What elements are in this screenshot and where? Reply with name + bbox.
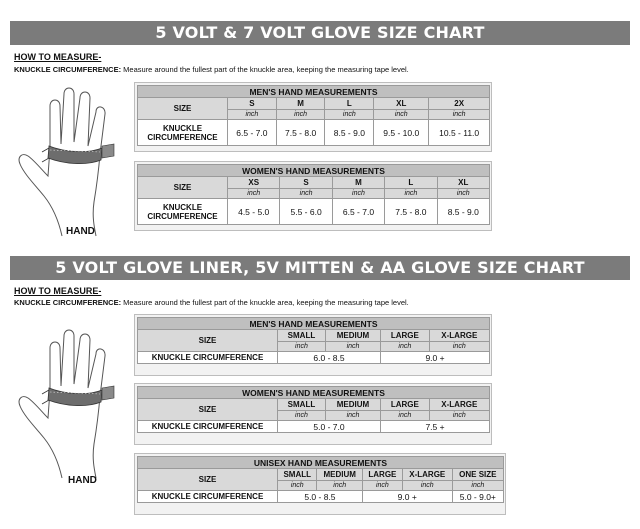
measurement-cell: 5.5 - 6.0: [280, 199, 332, 225]
instructions-text: Measure around the fullest part of the knuckle area, keeping the measuring tape level.: [121, 65, 409, 74]
unit-label: inch: [429, 411, 489, 421]
row-label: [138, 199, 228, 225]
unit-label: inch: [228, 110, 277, 120]
size-header: X-LARGE: [429, 330, 489, 342]
unit-label: inch: [362, 481, 402, 491]
unisex-table-title: UNISEX HAND MEASUREMENTS: [138, 457, 504, 469]
measurement-cell: 4.5 - 5.0: [228, 199, 280, 225]
size-header: SMALL: [278, 469, 317, 481]
size-header: MEDIUM: [325, 330, 380, 342]
women-table-title: WOMEN'S HAND MEASUREMENTS: [138, 165, 490, 177]
size-header: XS: [228, 177, 280, 189]
unit-label: inch: [278, 342, 326, 352]
section1-women-table: [137, 164, 490, 225]
section1-banner: 5 VOLT & 7 VOLT GLOVE SIZE CHART: [10, 21, 630, 45]
size-header: S: [280, 177, 332, 189]
measurement-cell: 9.0 +: [362, 491, 452, 503]
measurement-cell: 5.0 - 9.0+: [452, 491, 503, 503]
section2-instructions: [14, 298, 409, 307]
unit-label: inch: [385, 189, 437, 199]
unit-label: inch: [429, 110, 490, 120]
measurement-cell: 9.0 +: [381, 352, 490, 364]
row-label: KNUCKLE CIRCUMFERENCE: [138, 421, 278, 433]
unit-label: inch: [278, 411, 326, 421]
section1-instructions: [14, 65, 409, 74]
unit-label: inch: [325, 110, 374, 120]
size-header: XL: [374, 98, 429, 110]
measurement-cell: 5.0 - 8.5: [278, 491, 363, 503]
measurement-cell: 6.0 - 8.5: [278, 352, 381, 364]
measurement-cell: 6.5 - 7.0: [228, 120, 277, 146]
size-header: LARGE: [381, 399, 430, 411]
unit-label: inch: [437, 189, 489, 199]
row-label-line: KNUCKLE: [162, 202, 203, 212]
measurement-cell: 7.5 - 8.0: [276, 120, 325, 146]
size-label: SIZE: [138, 469, 278, 491]
unit-label: inch: [332, 189, 384, 199]
section1-how-to-heading: HOW TO MEASURE-: [14, 52, 102, 62]
section2-banner: 5 VOLT GLOVE LINER, 5V MITTEN & AA GLOVE SIZE CHART: [10, 256, 630, 280]
size-header: LARGE: [381, 330, 430, 342]
measurement-cell: 7.5 - 8.0: [385, 199, 437, 225]
size-label: SIZE: [138, 330, 278, 352]
women-table-title: WOMEN'S HAND MEASUREMENTS: [138, 387, 490, 399]
unit-label: inch: [402, 481, 452, 491]
unit-label: inch: [276, 110, 325, 120]
measurement-cell: 8.5 - 9.0: [437, 199, 489, 225]
section2-unisex-table: [137, 456, 504, 503]
men-table-title: MEN'S HAND MEASUREMENTS: [138, 86, 490, 98]
row-label: [138, 120, 228, 146]
size-header: MEDIUM: [317, 469, 362, 481]
unit-label: inch: [452, 481, 503, 491]
instructions-label: KNUCKLE CIRCUMFERENCE:: [14, 65, 122, 74]
unit-label: inch: [325, 342, 380, 352]
size-header: X-LARGE: [402, 469, 452, 481]
size-header: SMALL: [278, 399, 326, 411]
size-header: M: [276, 98, 325, 110]
size-label: SIZE: [138, 177, 228, 199]
unit-label: inch: [325, 411, 380, 421]
instructions-label: KNUCKLE CIRCUMFERENCE:: [14, 298, 122, 307]
unit-label: inch: [381, 342, 430, 352]
row-label: KNUCKLE CIRCUMFERENCE: [138, 491, 278, 503]
unit-label: inch: [280, 189, 332, 199]
size-label: SIZE: [138, 399, 278, 421]
size-header: SMALL: [278, 330, 326, 342]
size-header: X-LARGE: [429, 399, 489, 411]
section2-women-table: [137, 386, 490, 433]
measurement-cell: 5.0 - 7.0: [278, 421, 381, 433]
unit-label: inch: [317, 481, 362, 491]
unit-label: inch: [429, 342, 489, 352]
hand-measure-illustration: [14, 78, 126, 238]
unit-label: inch: [228, 189, 280, 199]
row-label-line: KNUCKLE: [162, 123, 203, 133]
size-header: LARGE: [362, 469, 402, 481]
size-header: ONE SIZE: [452, 469, 503, 481]
size-header: XL: [437, 177, 489, 189]
unit-label: inch: [374, 110, 429, 120]
row-label-line: CIRCUMFERENCE: [147, 211, 218, 221]
section2-hand-label: HAND: [68, 475, 97, 486]
size-label: SIZE: [138, 98, 228, 120]
measurement-cell: 6.5 - 7.0: [332, 199, 384, 225]
instructions-text: Measure around the fullest part of the knuckle area, keeping the measuring tape level.: [121, 298, 409, 307]
unit-label: inch: [278, 481, 317, 491]
unit-label: inch: [381, 411, 430, 421]
size-header: L: [385, 177, 437, 189]
size-header: 2X: [429, 98, 490, 110]
measurement-cell: 7.5 +: [381, 421, 490, 433]
measurement-cell: 8.5 - 9.0: [325, 120, 374, 146]
size-header: L: [325, 98, 374, 110]
row-label: KNUCKLE CIRCUMFERENCE: [138, 352, 278, 364]
size-header: S: [228, 98, 277, 110]
men-table-title: MEN'S HAND MEASUREMENTS: [138, 318, 490, 330]
section2-men-table: [137, 317, 490, 364]
measurement-cell: 10.5 - 11.0: [429, 120, 490, 146]
section2-how-to-heading: HOW TO MEASURE-: [14, 286, 102, 296]
section1-men-table: [137, 85, 490, 146]
section1-hand-label: HAND: [66, 226, 95, 237]
hand-measure-illustration: [14, 320, 126, 480]
size-header: M: [332, 177, 384, 189]
size-header: MEDIUM: [325, 399, 380, 411]
row-label-line: CIRCUMFERENCE: [147, 132, 218, 142]
measurement-cell: 9.5 - 10.0: [374, 120, 429, 146]
